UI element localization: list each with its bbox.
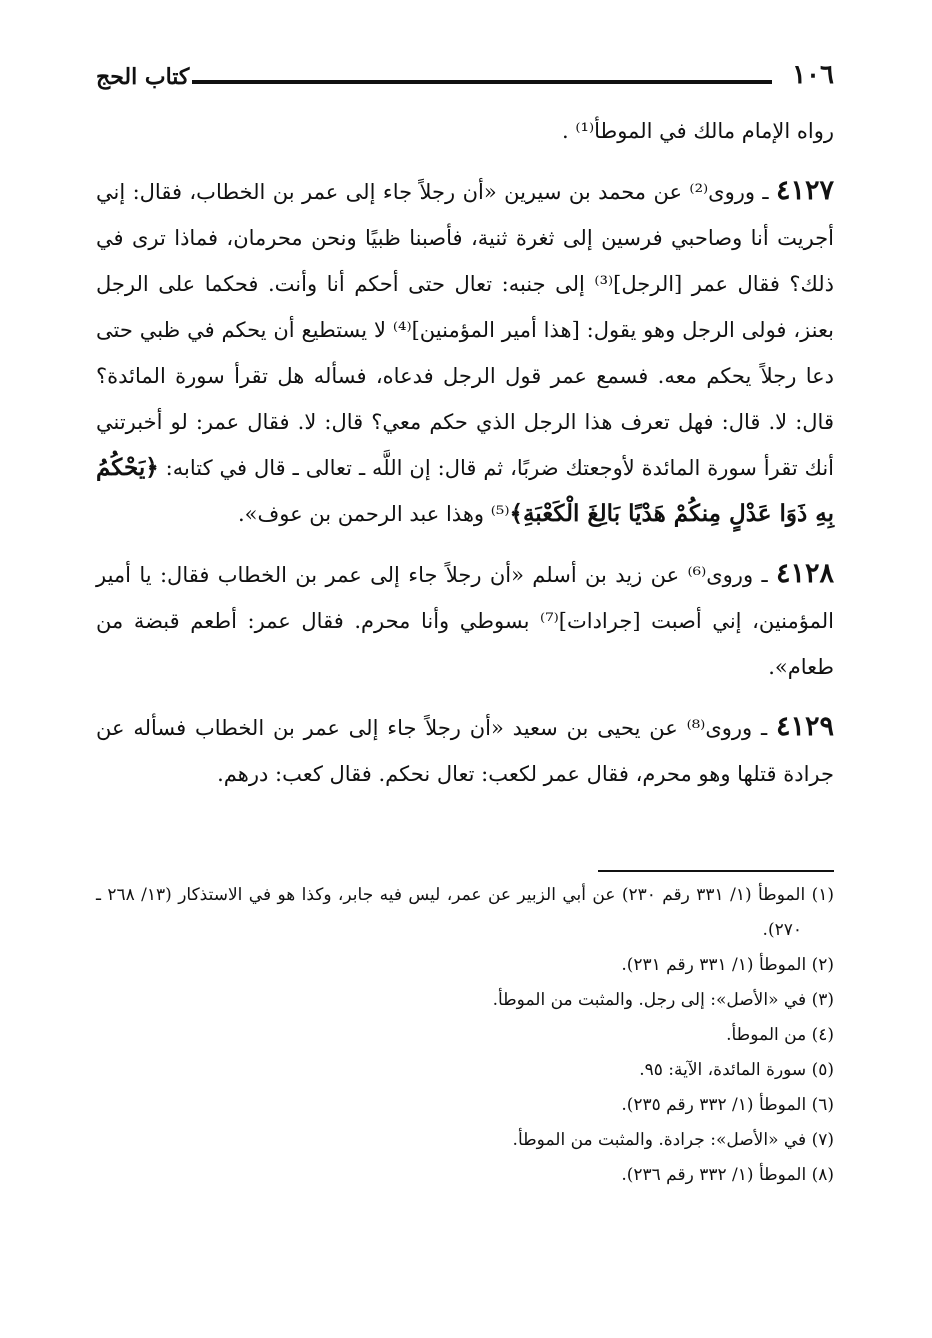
- footnote-8: (٨) الموطأ (١/ ٣٣٢ رقم ٢٣٦).: [621, 1165, 834, 1185]
- hadith-4128: [96, 551, 834, 690]
- main-text: [96, 108, 834, 811]
- hadith-number: ٤١٢٩: [775, 711, 834, 742]
- footnote-4: (٤) من الموطأ.: [726, 1025, 834, 1045]
- page-header: [96, 58, 834, 98]
- hadith-number: ٤١٢٧: [775, 175, 834, 206]
- footnotes: [96, 878, 834, 1193]
- footnote-separator: [598, 870, 834, 872]
- paragraph-continuation: [96, 108, 834, 154]
- footnote-6: (٦) الموطأ (١/ ٣٣٢ رقم ٢٣٥).: [621, 1095, 834, 1115]
- hadith-number: ٤١٢٨: [775, 558, 834, 589]
- footnote-2: (٢) الموطأ (١/ ٣٣١ رقم ٢٣١).: [621, 955, 834, 975]
- header-rule: [192, 80, 772, 84]
- hadith-text: ـ وروى⁽⁸⁾ عن يحيى بن سعيد «أن رجلاً جاء إلى عمر بن الخطاب فسأله عن جرادة قتلها وهو محرم، فقال عمر لكعب: تعال نحكم. فقال كعب: درهم.: [96, 716, 834, 786]
- hadith-text-end: ⁽⁵⁾ وهذا عبد الرحمن بن عوف».: [237, 502, 510, 526]
- footnote-7: (٧) في «الأصل»: جرادة. والمثبت من الموطأ.: [512, 1130, 834, 1150]
- page-number: ١٠٦: [792, 60, 834, 90]
- hadith-4127: [96, 168, 834, 537]
- footnote-1: (١) الموطأ (١/ ٣٣١ رقم ٢٣٠) عن أبي الزبير عن عمر، ليس فيه جابر، وكذا هو في الاستذكار (١٣/ ٢٦٨ ـ ٢٧٠).: [96, 885, 835, 940]
- paragraph-text: رواه الإمام مالك في الموطأ⁽¹⁾ .: [562, 119, 834, 143]
- hadith-4129: [96, 704, 834, 797]
- hadith-text: ـ وروى⁽²⁾ عن محمد بن سيرين «أن رجلاً جاء إلى عمر بن الخطاب، فقال: إني أجريت أنا وصاحبي فرسين إلى ثغرة ثنية، فأصبنا ظبيًا ونحن محرمان، فماذا ترى في ذلك؟ فقال عمر [الرجل]⁽³⁾ إلى جنبه: تعال حتى أحكم أنا وأنت. فحكما على الرجل بعنز، فولى الرجل وهو يقول: [هذا أمير المؤمنين]⁽⁴⁾ لا يستطيع أن يحكم في ظبي حتى دعا رجلاً يحكم معه. فسمع عمر قول الرجل فدعاه، فسأله هل تقرأ سورة المائدة؟ قال: لا. قال: فهل تعرف هذا الرجل الذي حكم معي؟ قال: لا. فقال عمر: لو أخبرتني أنك تقرأ سورة المائدة لأوجعتك ضربًا، ثم قال: إن اللَّه ـ تعالى ـ قال في كتابه:: [96, 180, 834, 480]
- footnote-3: (٣) في «الأصل»: إلى رجل. والمثبت من الموطأ.: [492, 990, 834, 1010]
- running-title: كتاب الحج: [96, 64, 190, 90]
- footnote-5: (٥) سورة المائدة، الآية: ٩٥.: [639, 1060, 834, 1080]
- hadith-text: ـ وروى⁽⁶⁾ عن زيد بن أسلم «أن رجلاً جاء إلى عمر بن الخطاب فقال: يا أمير المؤمنين، إني أصبت [جرادات]⁽⁷⁾ بسوطي وأنا محرم. فقال عمر: أطعم قبضة من طعام».: [96, 563, 834, 679]
- quran-verse: ﴿يَحْكُمُ بِهِ ذَوَا عَدْلٍ مِنكُمْ هَدْيًا بَالِغَ الْكَعْبَةِ﴾: [96, 454, 834, 527]
